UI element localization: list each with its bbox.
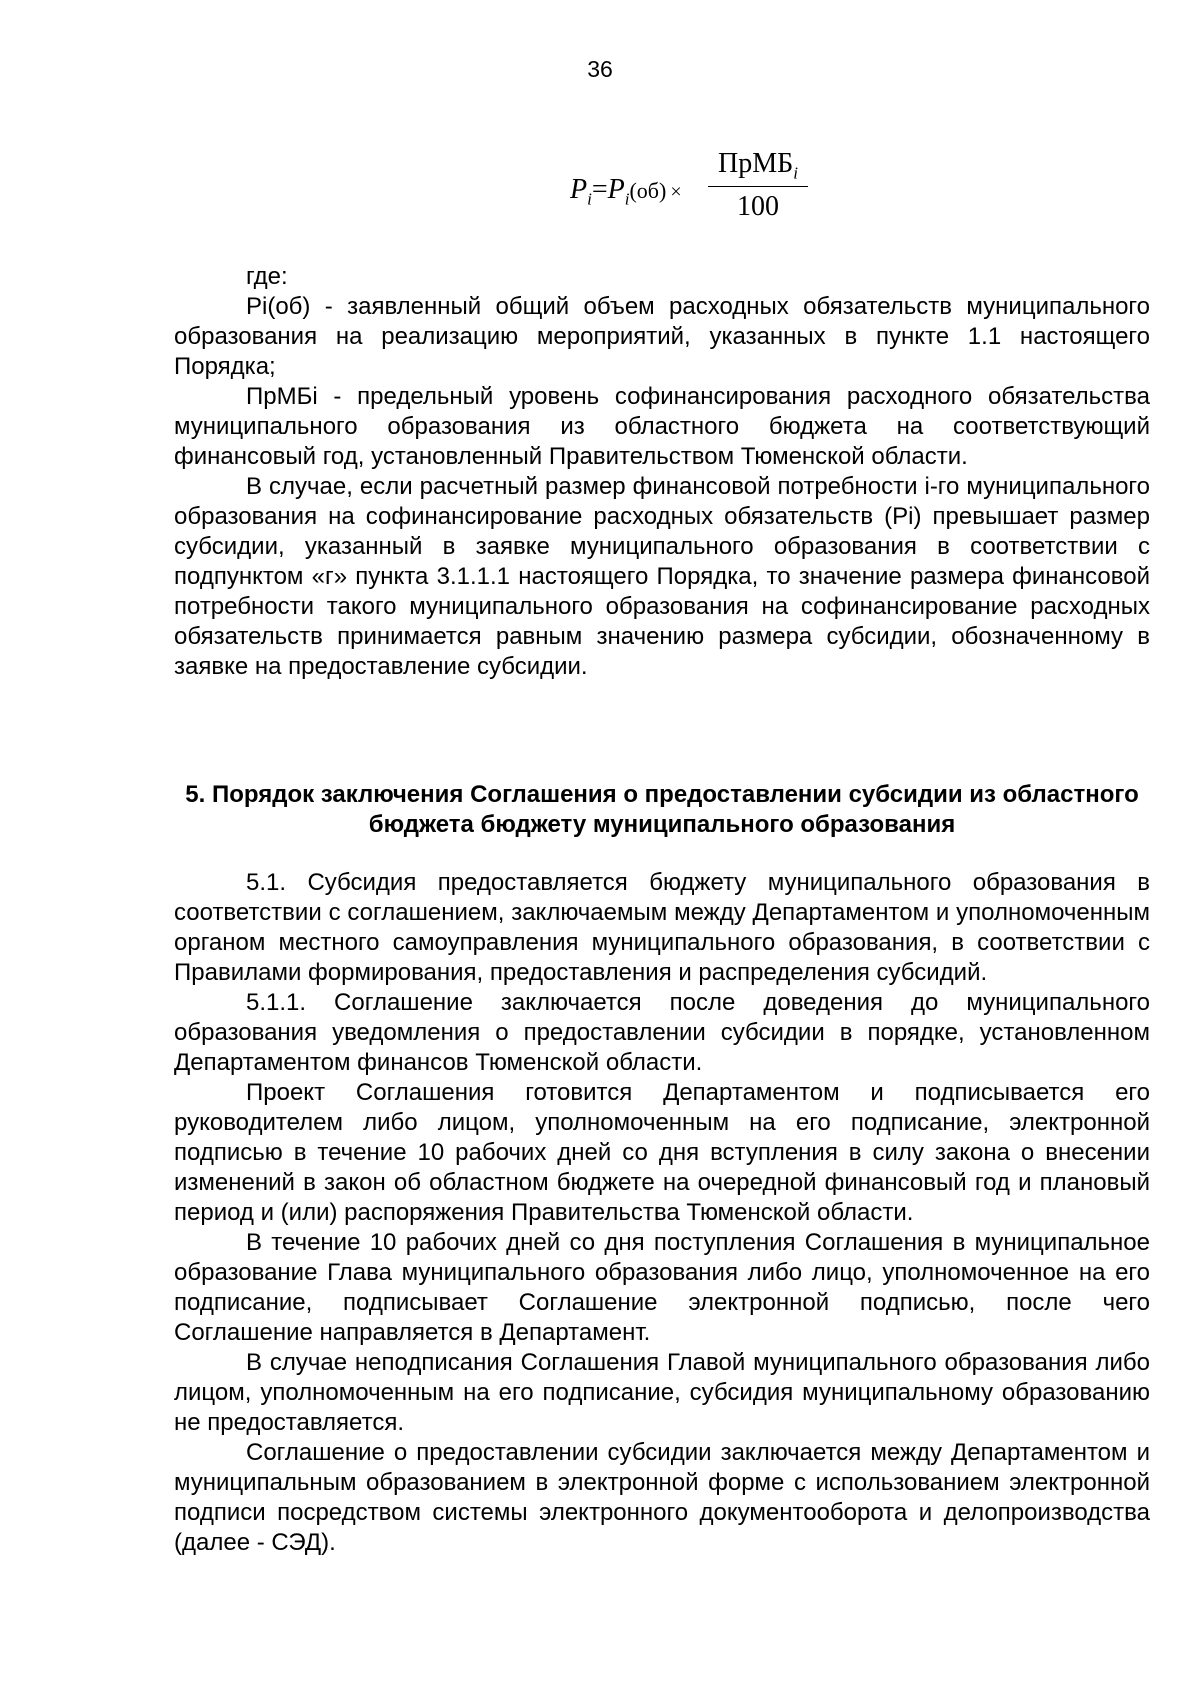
paragraph: Соглашение о предоставлении субсидии заключается между Департаментом и муниципальным образованием в электронной форме с использованием электронной подписи посредством системы электронного документооборота и делопроизводства (далее - СЭД). [174, 1439, 1150, 1556]
section-heading: 5. Порядок заключения Соглашения о предоставлении субсидии из областного бюджета бюджету муниципального образования [185, 781, 1139, 838]
paragraph: В случае неподписания Соглашения Главой муниципального образования либо лицом, уполномоченным на его подписание, субсидия муниципальному образованию не предоставляется. [174, 1349, 1150, 1436]
formula-lhs-var: P [570, 174, 588, 205]
formula-lhs-sub: i [587, 189, 592, 209]
formula-rhs-paren: (об) [629, 178, 667, 203]
paragraph: 5.1. Субсидия предоставляется бюджету муниципального образования в соответствии с соглашением, заключаемым между Департаментом и уполномоченным органом местного самоуправления муниципального образования, в соответствии с Правилами формирования, предоставления и распределения субсидий. [174, 869, 1150, 986]
paragraph: Проект Соглашения готовится Департаментом и подписывается его руководителем либо лицом, уполномоченным на его подписание, электронной подписью в течение 10 рабочих дней со дня вступления в силу закона о внесении изменений в закон об областном бюджете на очередной финансовый год и плановый период и (или) распоряжения Правительства Тюменской области. [174, 1079, 1150, 1226]
formula-rhs-var: P [607, 174, 625, 205]
paragraph: Pi(об) - заявленный общий объем расходных обязательств муниципального образования на реализацию мероприятий, указанных в пункте 1.1 настоящего Порядка; [174, 293, 1150, 380]
paragraph: ПрМБi - предельный уровень софинансирования расходного обязательства муниципального образования из областного бюджета на соответствующий финансовый год, установленный Правительством Тюменской области. [174, 383, 1150, 470]
formula-lhs [570, 174, 686, 210]
formula-numerator-text: ПрМБ [718, 148, 794, 179]
formula-numerator-sub: i [793, 163, 798, 183]
formula-numerator [708, 148, 808, 184]
formula-times: × [670, 181, 682, 203]
text-block-section-5 [174, 868, 1150, 1558]
paragraph: В течение 10 рабочих дней со дня поступления Соглашения в муниципальное образование Глава муниципального образования либо лицо, уполномоченное на его подписание, подписывает Соглашение электронной подписью, после чего Соглашение направляется в Департамент. [174, 1229, 1150, 1346]
formula-fraction-bar [708, 186, 808, 187]
formula-rhs-sub: i [624, 189, 630, 209]
formula-denominator: 100 [737, 191, 779, 222]
page-number: 36 [587, 56, 613, 82]
paragraph: 5.1.1. Соглашение заключается после доведения до муниципального образования уведомления о предоставлении субсидии в порядке, установленном Департаментом финансов Тюменской области. [174, 989, 1150, 1076]
formula-equals: = [591, 174, 608, 205]
formula-fraction [708, 148, 808, 223]
paragraph: В случае, если расчетный размер финансовой потребности i-го муниципального образования на софинансирование расходных обязательств (Pi) превышает размер субсидии, указанный в заявке муниципального образования в соответствии с подпунктом «г» пункта 3.1.1.1 настоящего Порядка, то значение размера финансовой потребности такого муниципального образования на софинансирование расходных обязательств принимается равным значению размера субсидии, обозначенному в заявке на предоставление субсидии. [174, 473, 1150, 680]
paragraph: где: [246, 263, 288, 290]
text-block-definitions [174, 262, 1150, 682]
